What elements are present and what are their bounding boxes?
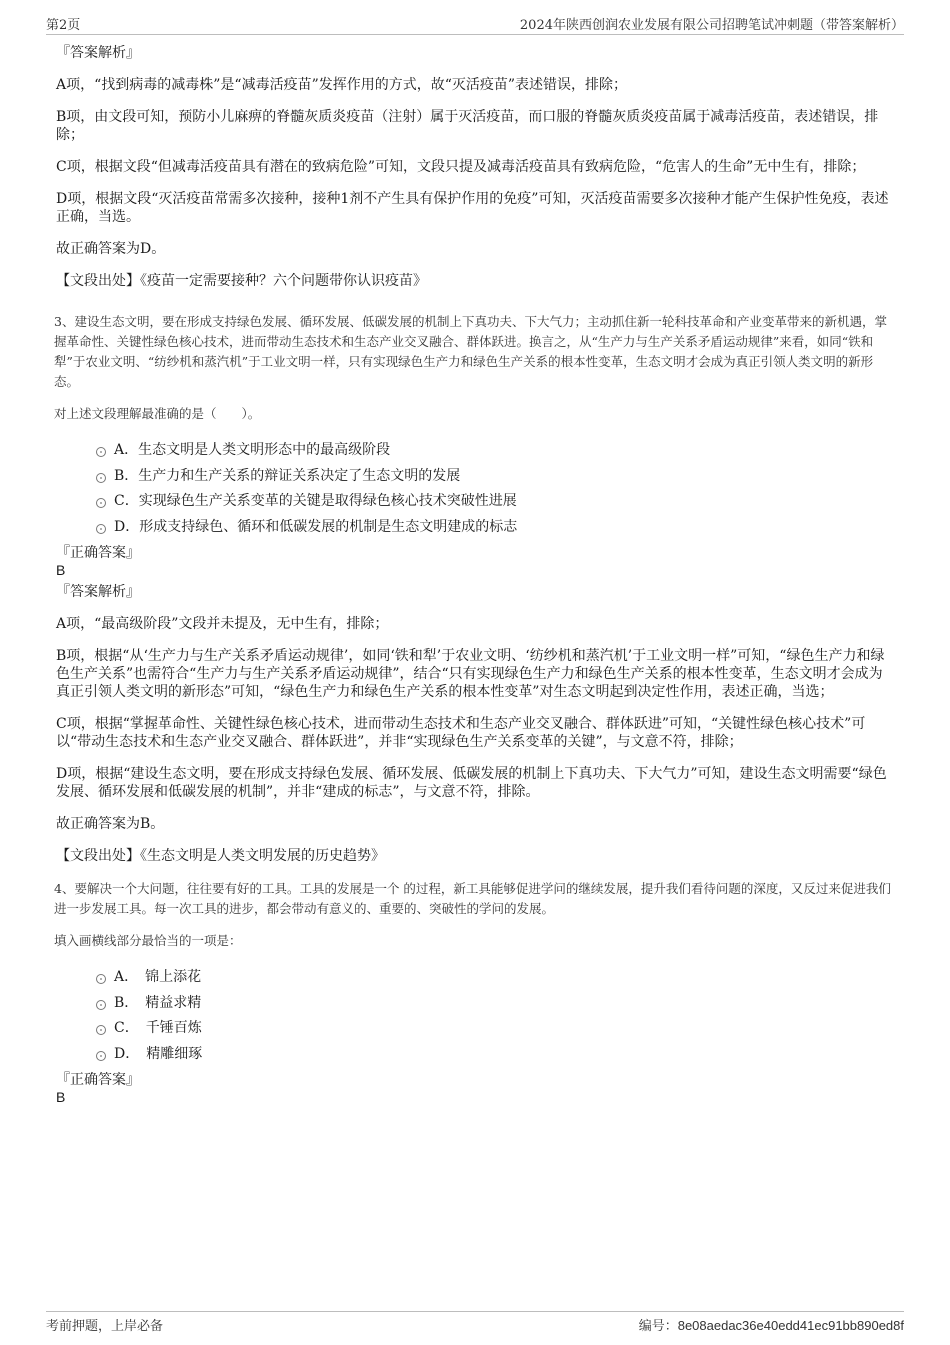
radio-icon[interactable] — [96, 447, 106, 457]
document-code — [639, 1315, 904, 1334]
q4-options — [96, 965, 896, 1067]
q3-analysis-b: B项，根据“从‘生产力与生产关系矛盾运动规律’，如同‘铁和犁’于农业文明、‘纺纱机和蒸汽机’于工业文明一样”可知，“绿色生产力和绿色生产关系”也需符合“生产力与生产关系矛盾运动规律”，结合“只有实现绿色生产力和绿色生产关系的根本性变革，生态文明才会成为真正引领人类文明的新形态”可知，“绿色生产力和绿色生产关系的根本性变革”对生态文明起到决定性作用，表述正确，当选； — [56, 648, 885, 700]
q3-options — [96, 438, 896, 540]
page-content — [56, 44, 896, 1106]
q3-analysis-a: A项，“最高级阶段”文段并未提及，无中生有，排除； — [56, 616, 389, 632]
q2-analysis-a: A项，“找到病毒的减毒株”是“减毒活疫苗”发挥作用的方式，故“灭活疫苗”表述错误，排除； — [56, 77, 628, 93]
radio-icon[interactable] — [96, 498, 106, 508]
radio-icon[interactable] — [96, 1051, 106, 1061]
q2-analysis-b: B项，由文段可知，预防小儿麻痹的脊髓灰质炎疫苗（注射）属于灭活疫苗，而口服的脊髓灰质炎疫苗属于减毒活疫苗，表述错误，排除； — [56, 109, 879, 143]
radio-icon[interactable] — [96, 1025, 106, 1035]
q2-conclusion: 故正确答案为D。 — [56, 241, 166, 257]
radio-icon[interactable] — [96, 473, 106, 483]
q4-answer-title: 『正确答案』 — [56, 1072, 140, 1088]
q3-option-a[interactable]: A．生态文明是人类文明形态中的最高级阶段 — [96, 438, 896, 464]
q3-answer-title: 『正确答案』 — [56, 545, 140, 561]
radio-icon[interactable] — [96, 524, 106, 534]
page-footer — [46, 1311, 904, 1332]
q2-analysis-c: C项，根据文段“但减毒活疫苗具有潜在的致病危险”可知，文段只提及减毒活疫苗具有致病危险，“危害人的生命”无中生有，排除； — [56, 159, 866, 175]
code-label: 编号： — [638, 1319, 678, 1334]
q4-option-a[interactable]: A． 锦上添花 — [96, 965, 896, 991]
q2-source: 【文段出处】《疫苗一定需要接种？六个问题带你认识疫苗》 — [56, 273, 427, 289]
radio-icon[interactable] — [96, 1000, 106, 1010]
q4-question: 填入画横线部分最恰当的一项是： — [54, 933, 242, 948]
q3-analysis-title: 『答案解析』 — [56, 584, 140, 600]
radio-icon[interactable] — [96, 974, 106, 984]
footer-slogan: 考前押题，上岸必备 — [46, 1319, 164, 1334]
page-number: 第2页 — [46, 18, 81, 33]
q3-stem: 3、建设生态文明，要在形成支持绿色发展、循环发展、低碳发展的机制上下真功夫、下大气力；主动抓住新一轮科技革命和产业变革带来的新机遇，掌握革命性、关键性绿色核心技术，进而带动生态技术和生态产业交叉融合、群体跃进。换言之，从“生产力与生产关系矛盾运动规律”来看，如同“铁和犁”于农业文明、“纺纱机和蒸汽机”于工业文明一样，只有实现绿色生产力和绿色生产关系的根本性变革，生态文明才会成为真正引领人类文明的新形态。 — [54, 314, 887, 389]
q4-option-d[interactable]: D． 精雕细琢 — [96, 1042, 896, 1068]
q4-option-c[interactable]: C． 千锤百炼 — [96, 1016, 896, 1042]
q2-analysis-title: 『答案解析』 — [56, 45, 140, 61]
q3-option-c[interactable]: C．实现绿色生产关系变革的关键是取得绿色核心技术突破性进展 — [96, 489, 896, 515]
q3-analysis-d: D项，根据“建设生态文明，要在形成支持绿色发展、循环发展、低碳发展的机制上下真功夫、下大气力”可知，建设生态文明需要“绿色发展、循环发展和低碳发展的机制”，并非“建成的标志”，与文意不符，排除。 — [56, 766, 887, 800]
q3-source: 【文段出处】《生态文明是人类文明发展的历史趋势》 — [56, 848, 385, 864]
code-value: 8e08aedac36e40edd41ec91bb890ed8f — [677, 1318, 904, 1333]
q3-analysis-c: C项，根据“掌握革命性、关键性绿色核心技术，进而带动生态技术和生态产业交叉融合、群体跃进”可知，“关键性绿色核心技术”可以“带动生态技术和生态产业交叉融合、群体跃进”，并非“实现绿色生产关系变革的关键”，与文意不符，排除； — [56, 716, 866, 750]
page-header — [46, 14, 904, 35]
q4-answer: B — [56, 1089, 66, 1105]
q4-stem: 4、要解决一个大问题，往往要有好的工具。工具的发展是一个 的过程，新工具能够促进学问的继续发展，提升我们看待问题的深度，又反过来促进我们进一步发展工具。每一次工具的进步，都会带动有意义的、重要的、突破性的学问的发展。 — [54, 881, 891, 916]
q3-option-b[interactable]: B．生产力和生产关系的辩证关系决定了生态文明的发展 — [96, 464, 896, 490]
q2-analysis-d: D项，根据文段“灭活疫苗常需多次接种，接种1剂不产生具有保护作用的免疫”可知，灭活疫苗需要多次接种才能产生保护性免疫，表述正确，当选。 — [56, 191, 889, 225]
q3-answer: B — [56, 562, 66, 578]
q4-option-b[interactable]: B． 精益求精 — [96, 991, 896, 1017]
document-title: 2024年陕西创润农业发展有限公司招聘笔试冲刺题（带答案解析） — [519, 18, 904, 33]
q3-conclusion: 故正确答案为B。 — [56, 816, 165, 832]
q3-option-d[interactable]: D．形成支持绿色、循环和低碳发展的机制是生态文明建成的标志 — [96, 515, 896, 541]
q3-question: 对上述文段理解最准确的是（ ）。 — [54, 406, 261, 421]
